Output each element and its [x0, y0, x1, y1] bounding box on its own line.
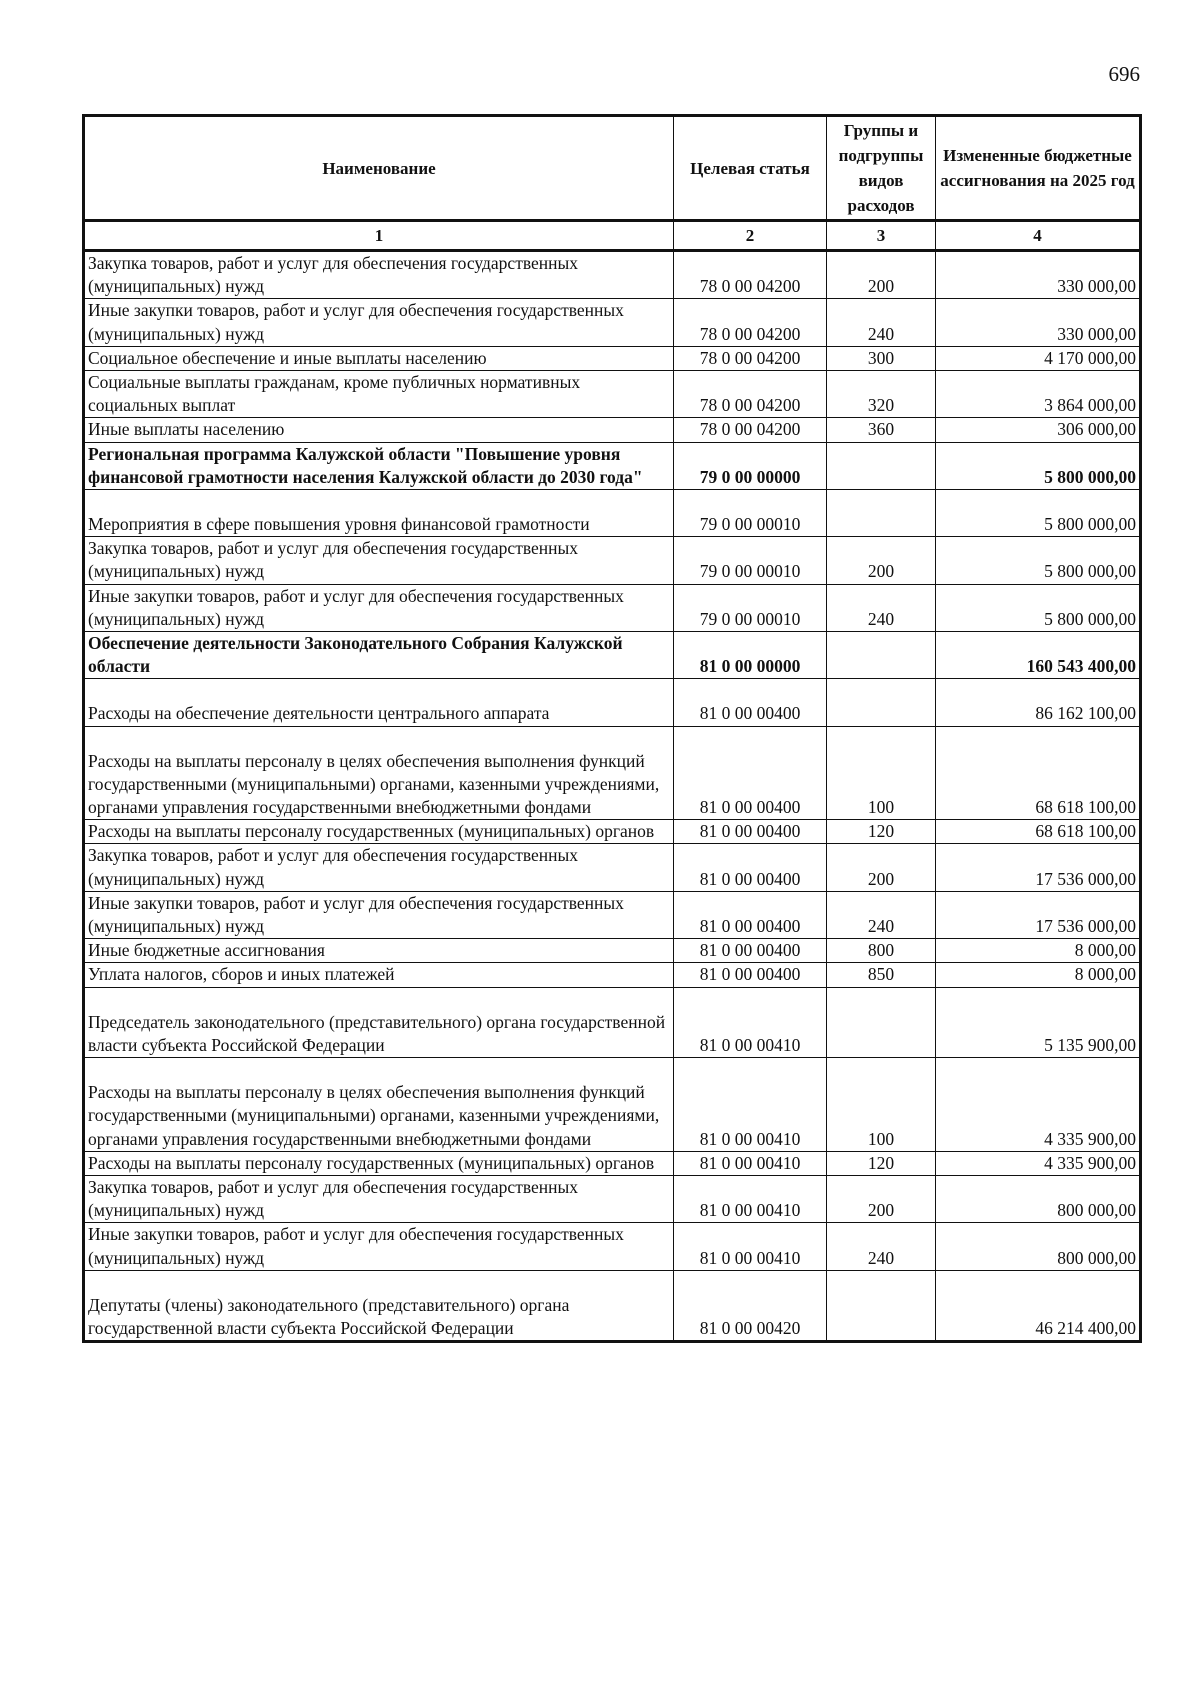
row-target-article: 81 0 00 00400	[674, 891, 827, 938]
row-expense-group	[827, 632, 936, 679]
row-target-article: 78 0 00 04200	[674, 418, 827, 442]
row-target-article: 81 0 00 00000	[674, 632, 827, 679]
row-expense-group: 200	[827, 844, 936, 891]
row-name: Иные закупки товаров, работ и услуг для обеспечения государственных (муниципальных) нужд	[84, 299, 674, 346]
row-amount: 5 800 000,00	[936, 490, 1141, 537]
row-amount: 330 000,00	[936, 299, 1141, 346]
column-number-row	[84, 221, 1141, 251]
row-expense-group: 240	[827, 299, 936, 346]
row-amount: 800 000,00	[936, 1175, 1141, 1222]
row-amount: 160 543 400,00	[936, 632, 1141, 679]
row-expense-group	[827, 490, 936, 537]
row-target-article: 78 0 00 04200	[674, 251, 827, 299]
row-expense-group: 240	[827, 584, 936, 631]
header-expense-groups: Группы и подгруппы видов расходов	[827, 116, 936, 221]
row-name: Расходы на выплаты персоналу государственных (муниципальных) органов	[84, 820, 674, 844]
row-target-article: 78 0 00 04200	[674, 346, 827, 370]
table-row	[84, 1270, 1141, 1341]
page-number: 696	[1108, 62, 1140, 86]
row-name: Расходы на обеспечение деятельности центрального аппарата	[84, 679, 674, 726]
row-amount: 800 000,00	[936, 1223, 1141, 1270]
row-expense-group	[827, 987, 936, 1057]
row-target-article: 79 0 00 00000	[674, 442, 827, 489]
row-expense-group: 200	[827, 1175, 936, 1222]
table-row	[84, 820, 1141, 844]
table-row	[84, 632, 1141, 679]
row-expense-group: 320	[827, 371, 936, 418]
row-target-article: 79 0 00 00010	[674, 584, 827, 631]
row-amount: 68 618 100,00	[936, 726, 1141, 820]
table-row	[84, 844, 1141, 891]
row-amount: 3 864 000,00	[936, 371, 1141, 418]
table-row	[84, 442, 1141, 489]
row-target-article: 78 0 00 04200	[674, 371, 827, 418]
row-expense-group: 120	[827, 1151, 936, 1175]
row-amount: 4 170 000,00	[936, 346, 1141, 370]
row-amount: 5 800 000,00	[936, 442, 1141, 489]
table-row	[84, 1175, 1141, 1222]
table-row	[84, 346, 1141, 370]
table-row	[84, 299, 1141, 346]
row-name: Социальные выплаты гражданам, кроме публичных нормативных социальных выплат	[84, 371, 674, 418]
header-row	[84, 116, 1141, 221]
row-name: Иные закупки товаров, работ и услуг для обеспечения государственных (муниципальных) нужд	[84, 584, 674, 631]
table-row	[84, 537, 1141, 584]
budget-table	[82, 114, 1142, 1343]
column-number: 1	[84, 221, 674, 251]
row-target-article: 81 0 00 00400	[674, 820, 827, 844]
row-name: Закупка товаров, работ и услуг для обеспечения государственных (муниципальных) нужд	[84, 537, 674, 584]
row-name: Председатель законодательного (представительного) органа государственной власти субъекта Российской Федерации	[84, 987, 674, 1057]
row-name: Иные закупки товаров, работ и услуг для обеспечения государственных (муниципальных) нужд	[84, 1223, 674, 1270]
row-target-article: 81 0 00 00400	[674, 726, 827, 820]
column-number: 4	[936, 221, 1141, 251]
row-amount: 330 000,00	[936, 251, 1141, 299]
row-target-article: 81 0 00 00410	[674, 1058, 827, 1152]
row-amount: 17 536 000,00	[936, 844, 1141, 891]
row-name: Иные закупки товаров, работ и услуг для обеспечения государственных (муниципальных) нужд	[84, 891, 674, 938]
row-amount: 86 162 100,00	[936, 679, 1141, 726]
row-expense-group: 100	[827, 726, 936, 820]
table-row	[84, 963, 1141, 987]
row-amount: 46 214 400,00	[936, 1270, 1141, 1341]
table-row	[84, 939, 1141, 963]
header-name: Наименование	[84, 116, 674, 221]
table-row	[84, 679, 1141, 726]
row-amount: 5 800 000,00	[936, 584, 1141, 631]
row-amount: 306 000,00	[936, 418, 1141, 442]
table-row	[84, 726, 1141, 820]
row-amount: 17 536 000,00	[936, 891, 1141, 938]
row-target-article: 81 0 00 00400	[674, 679, 827, 726]
row-expense-group: 240	[827, 891, 936, 938]
row-target-article: 81 0 00 00410	[674, 1175, 827, 1222]
row-expense-group: 850	[827, 963, 936, 987]
row-name: Закупка товаров, работ и услуг для обеспечения государственных (муниципальных) нужд	[84, 251, 674, 299]
row-target-article: 81 0 00 00410	[674, 1151, 827, 1175]
row-target-article: 78 0 00 04200	[674, 299, 827, 346]
row-expense-group: 120	[827, 820, 936, 844]
row-expense-group	[827, 442, 936, 489]
table-row	[84, 987, 1141, 1057]
row-name: Расходы на выплаты персоналу в целях обеспечения выполнения функций государственными (муниципальными) органами, казенными учреждениями, органами управления государственными внебюджетными фондами	[84, 726, 674, 820]
row-expense-group: 200	[827, 251, 936, 299]
row-name: Иные выплаты населению	[84, 418, 674, 442]
row-amount: 4 335 900,00	[936, 1151, 1141, 1175]
row-name: Депутаты (члены) законодательного (представительного) органа государственной власти субъекта Российской Федерации	[84, 1270, 674, 1341]
row-expense-group: 800	[827, 939, 936, 963]
row-amount: 8 000,00	[936, 963, 1141, 987]
table-row	[84, 251, 1141, 299]
row-target-article: 81 0 00 00410	[674, 987, 827, 1057]
table-row	[84, 371, 1141, 418]
table-row	[84, 490, 1141, 537]
row-amount: 68 618 100,00	[936, 820, 1141, 844]
table-row	[84, 1223, 1141, 1270]
row-expense-group: 360	[827, 418, 936, 442]
row-expense-group: 200	[827, 537, 936, 584]
row-expense-group: 100	[827, 1058, 936, 1152]
table-row	[84, 418, 1141, 442]
row-expense-group	[827, 679, 936, 726]
header-budget-allocations: Измененные бюджетные ассигнования на 2025 год	[936, 116, 1141, 221]
row-amount: 4 335 900,00	[936, 1058, 1141, 1152]
table-row	[84, 891, 1141, 938]
row-expense-group	[827, 1270, 936, 1341]
row-target-article: 81 0 00 00400	[674, 963, 827, 987]
row-name: Уплата налогов, сборов и иных платежей	[84, 963, 674, 987]
table-row	[84, 584, 1141, 631]
row-name: Социальное обеспечение и иные выплаты населению	[84, 346, 674, 370]
header-target-article: Целевая статья	[674, 116, 827, 221]
table-row	[84, 1151, 1141, 1175]
row-expense-group: 240	[827, 1223, 936, 1270]
row-amount: 5 135 900,00	[936, 987, 1141, 1057]
row-amount: 8 000,00	[936, 939, 1141, 963]
table-row	[84, 1058, 1141, 1152]
row-name: Расходы на выплаты персоналу государственных (муниципальных) органов	[84, 1151, 674, 1175]
column-number: 2	[674, 221, 827, 251]
row-expense-group: 300	[827, 346, 936, 370]
row-target-article: 81 0 00 00420	[674, 1270, 827, 1341]
column-number: 3	[827, 221, 936, 251]
row-name: Закупка товаров, работ и услуг для обеспечения государственных (муниципальных) нужд	[84, 844, 674, 891]
row-name: Региональная программа Калужской области "Повышение уровня финансовой грамотности населения Калужской области до 2030 года"	[84, 442, 674, 489]
row-name: Расходы на выплаты персоналу в целях обеспечения выполнения функций государственными (муниципальными) органами, казенными учреждениями, органами управления государственными внебюджетными фондами	[84, 1058, 674, 1152]
row-name: Мероприятия в сфере повышения уровня финансовой грамотности	[84, 490, 674, 537]
row-target-article: 79 0 00 00010	[674, 490, 827, 537]
row-target-article: 81 0 00 00400	[674, 939, 827, 963]
row-target-article: 79 0 00 00010	[674, 537, 827, 584]
row-amount: 5 800 000,00	[936, 537, 1141, 584]
row-target-article: 81 0 00 00400	[674, 844, 827, 891]
table-body	[84, 251, 1141, 1342]
row-target-article: 81 0 00 00410	[674, 1223, 827, 1270]
row-name: Иные бюджетные ассигнования	[84, 939, 674, 963]
row-name: Обеспечение деятельности Законодательного Собрания Калужской области	[84, 632, 674, 679]
row-name: Закупка товаров, работ и услуг для обеспечения государственных (муниципальных) нужд	[84, 1175, 674, 1222]
